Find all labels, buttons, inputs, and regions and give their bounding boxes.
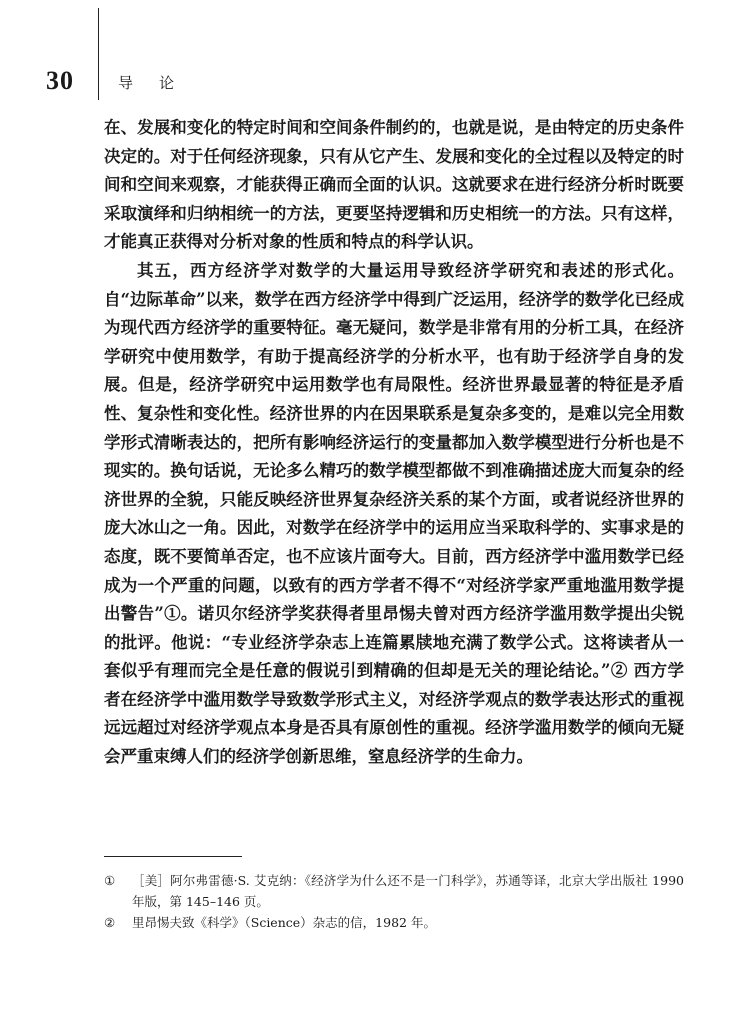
footnote-text: 里昂惕夫致《科学》（Science）杂志的信，1982 年。 bbox=[132, 915, 436, 930]
footnotes bbox=[104, 870, 684, 933]
page-number: 30 bbox=[46, 66, 74, 95]
footnote-separator bbox=[104, 856, 242, 857]
footnote-2 bbox=[104, 912, 684, 933]
paragraph-fifth-point: 其五，西方经济学对数学的大量运用导致经济学研究和表述的形式化。自“边际革命”以来，数学在西方经济学中得到广泛运用，经济学的数学化已经成为现代西方经济学的重要特征。毫无疑问，数学是非常有用的分析工具，在经济学研究中使用数学，有助于提高经济学的分析水平，也有助于经济学自身的发展。但是，经济学研究中运用数学也有局限性。经济世界最显著的特征是矛盾性、复杂性和变化性。经济世界的内在因果联系是复杂多变的，是难以完全用数学形式清晰表达的，把所有影响经济运行的变量都加入数学模型进行分析也是不现实的。换句话说，无论多么精巧的数学模型都做不到准确描述庞大而复杂的经济世界的全貌，只能反映经济世界复杂经济关系的某个方面，或者说经济世界的庞大冰山之一角。因此，对数学在经济学中的运用应当采取科学的、实事求是的态度，既不要简单否定，也不应该片面夸大。目前，西方经济学中滥用数学已经成为一个严重的问题，以致有的西方学者不得不“对经济学家严重地滥用数学提出警告”①。诺贝尔经济学奖获得者里昂惕夫曾对西方经济学滥用数学提出尖锐的批评。他说：“专业经济学杂志上连篇累牍地充满了数学公式。这将读者从一套似乎有理而完全是任意的假说引到精确的但却是无关的理论结论。”② 西方学者在经济学中滥用数学导致数学形式主义，对经济学观点的数学表达形式的重视远远超过对经济学观点本身是否具有原创性的重视。经济学滥用数学的倾向无疑会严重束缚人们的经济学创新思维，窒息经济学的生命力。 bbox=[104, 260, 684, 767]
footnote-1 bbox=[104, 870, 684, 912]
paragraph-continued: 在、发展和变化的特定时间和空间条件制约的，也就是说，是由特定的历史条件决定的。对于任何经济现象，只有从它产生、发展和变化的全过程以及特定的时间和空间来观察，才能获得正确而全面的认识。这就要求在进行经济分析时既要采取演绎和归纳相统一的方法，更要坚持逻辑和历史相统一的方法。只有这样，才能真正获得对分析对象的性质和特点的科学认识。 bbox=[104, 118, 684, 252]
footnote-marker: ① bbox=[104, 873, 116, 888]
header-divider-line bbox=[98, 8, 99, 100]
main-text bbox=[104, 114, 684, 772]
footnote-text: ［美］阿尔弗雷德·S. 艾克纳：《经济学为什么还不是一门科学》，苏通等译，北京大学出版社 1990 年版，第 145–146 页。 bbox=[132, 873, 684, 909]
running-title: 导论 bbox=[118, 74, 201, 92]
footnote-marker: ② bbox=[104, 915, 116, 930]
